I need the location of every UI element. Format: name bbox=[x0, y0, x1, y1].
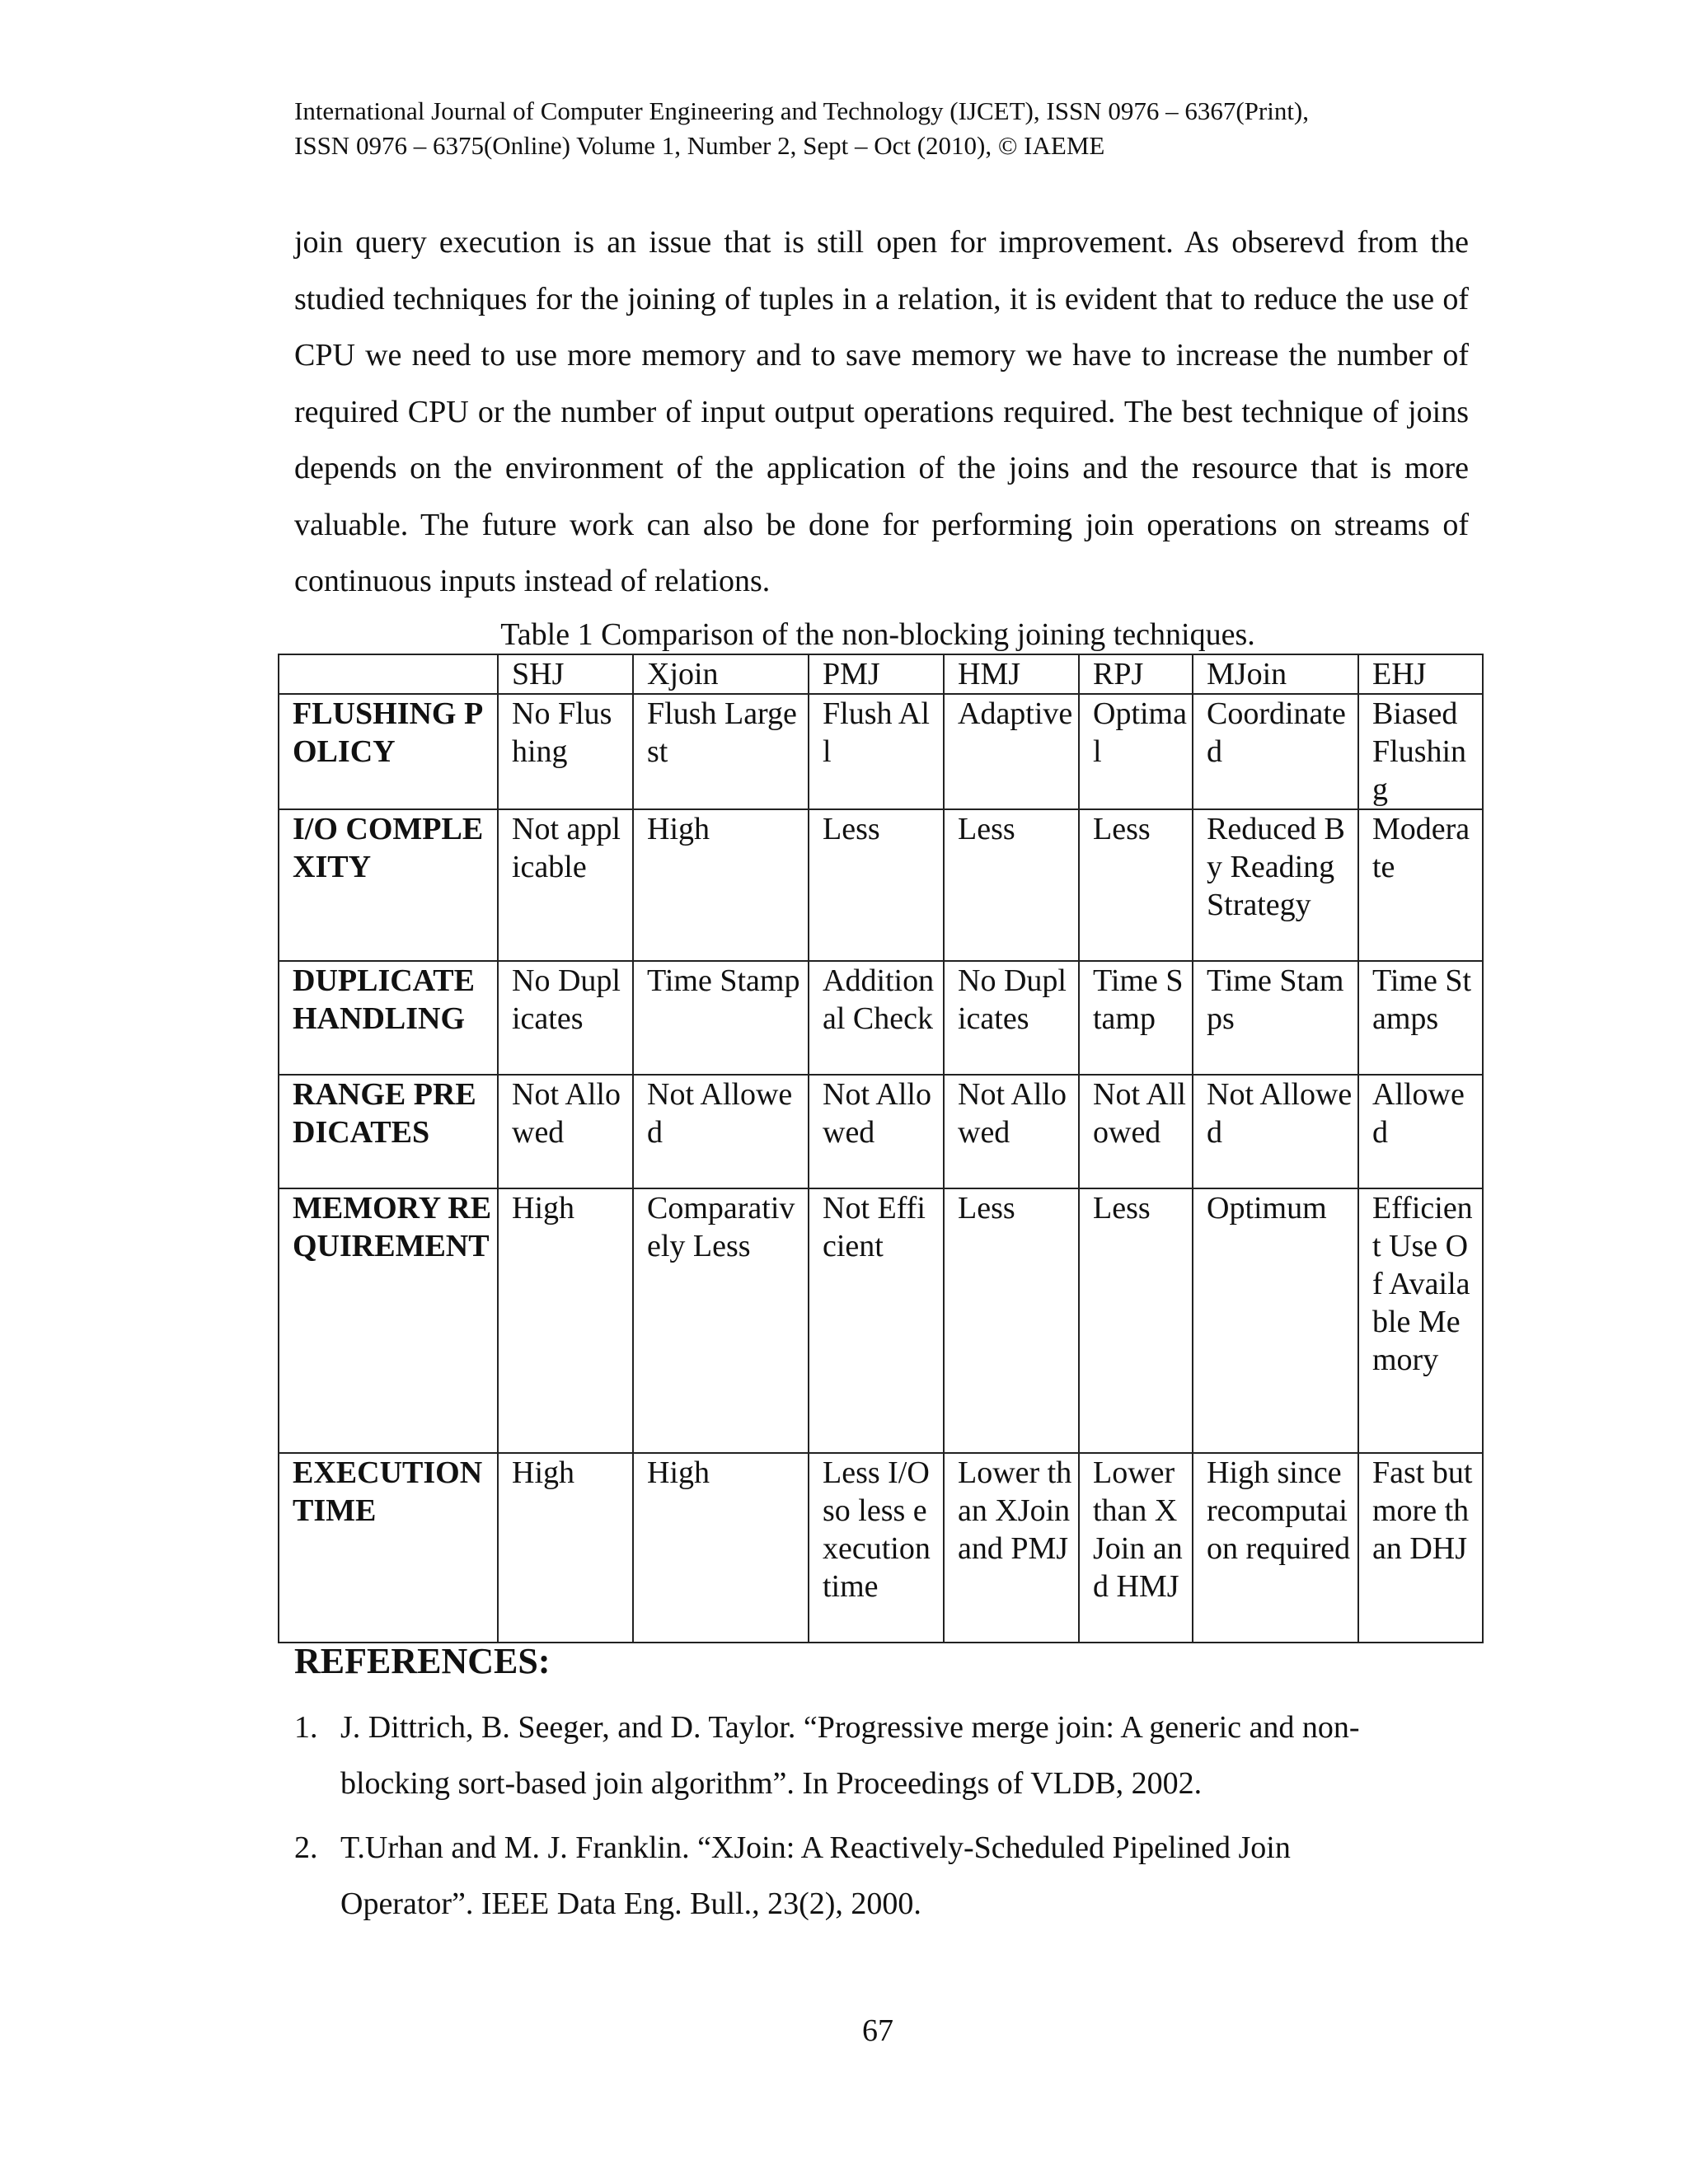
table-cell: Not Allowed bbox=[809, 1075, 944, 1188]
table-cell: No Duplicates bbox=[498, 961, 633, 1075]
table-cell: Efficient Use Of Available Memory bbox=[1358, 1188, 1483, 1453]
table-cell: Adaptive bbox=[944, 694, 1079, 809]
table-row-execution-time bbox=[279, 1453, 1483, 1643]
reference-item bbox=[294, 1820, 1469, 1932]
table-cell: Lower than XJoin and HMJ bbox=[1079, 1453, 1193, 1643]
reference-item bbox=[294, 1699, 1469, 1811]
header-cell-xjoin: Xjoin bbox=[633, 654, 809, 694]
table-cell: Not Allowed bbox=[944, 1075, 1079, 1188]
table-cell: Flush Largest bbox=[633, 694, 809, 809]
reference-text-line-2: Operator”. IEEE Data Eng. Bull., 23(2), 2000. bbox=[340, 1886, 921, 1921]
row-header: MEMORY REQUIREMENT bbox=[279, 1188, 498, 1453]
table-cell: High since recomputaion required bbox=[1193, 1453, 1358, 1643]
table-cell: Less bbox=[944, 1188, 1079, 1453]
header-cell-pmj: PMJ bbox=[809, 654, 944, 694]
table-cell: Fast but more than DHJ bbox=[1358, 1453, 1483, 1643]
table-row-flushing-policy bbox=[279, 694, 1483, 809]
table-cell: Less bbox=[1079, 1188, 1193, 1453]
table-row-duplicate-handling bbox=[279, 961, 1483, 1075]
reference-number: 1. bbox=[294, 1710, 318, 1745]
page-number: 67 bbox=[862, 2013, 893, 2048]
table-cell: Not Allowed bbox=[633, 1075, 809, 1188]
table-cell: High bbox=[633, 1453, 809, 1643]
body-paragraph: join query execution is an issue that is still open for improvement. As obserevd from the studied techniques for the joining of tuples in a relation, it is evident that to reduce the use of CPU we need to use more memory and to save memory we have to increase the number of required CPU or the number of input output operations required. The best technique of joins depends on the environment of the application of the joins and the resource that is more valuable. The future work can also be done for performing join operations on streams of continuous inputs instead of relations. bbox=[294, 225, 1469, 598]
table-cell: No Duplicates bbox=[944, 961, 1079, 1075]
table-cell: Time Stamp bbox=[1079, 961, 1193, 1075]
table-cell: Not Allowed bbox=[1079, 1075, 1193, 1188]
table-cell: Additional Check bbox=[809, 961, 944, 1075]
table-cell: Time Stamps bbox=[1193, 961, 1358, 1075]
table-cell: High bbox=[633, 809, 809, 961]
table-cell: Not applicable bbox=[498, 809, 633, 961]
header-cell-ehj: EHJ bbox=[1358, 654, 1483, 694]
journal-header-line-2: ISSN 0976 – 6375(Online) Volume 1, Number 2, Sept – Oct (2010), © IAEME bbox=[294, 131, 1105, 160]
table-cell: Time Stamp bbox=[633, 961, 809, 1075]
table-cell: No Flushing bbox=[498, 694, 633, 809]
table-cell: Comparatively Less bbox=[633, 1188, 809, 1453]
header-cell-hmj: HMJ bbox=[944, 654, 1079, 694]
table-cell: Not Efficient bbox=[809, 1188, 944, 1453]
row-header: I/O COMPLEXITY bbox=[279, 809, 498, 961]
table-cell: Not Allowed bbox=[498, 1075, 633, 1188]
table-row-range-predicates bbox=[279, 1075, 1483, 1188]
table-cell: Biased Flushing bbox=[1358, 694, 1483, 809]
row-header: DUPLICATE HANDLING bbox=[279, 961, 498, 1075]
table-cell: Less bbox=[1079, 809, 1193, 961]
table-cell: Moderate bbox=[1358, 809, 1483, 961]
table-cell: High bbox=[498, 1453, 633, 1643]
journal-header bbox=[294, 94, 1489, 163]
table-caption: Table 1 Comparison of the non-blocking joining techniques. bbox=[500, 617, 1255, 652]
header-cell-mjoin: MJoin bbox=[1193, 654, 1358, 694]
table-row-memory-requirement bbox=[279, 1188, 1483, 1453]
table-cell: Allowed bbox=[1358, 1075, 1483, 1188]
reference-text-line-1: T.Urhan and M. J. Franklin. “XJoin: A Reactively-Scheduled Pipelined Join bbox=[340, 1830, 1291, 1865]
header-cell-corner bbox=[279, 654, 498, 694]
table-cell: High bbox=[498, 1188, 633, 1453]
journal-header-line-1: International Journal of Computer Engineering and Technology (IJCET), ISSN 0976 – 6367(Print), bbox=[294, 96, 1310, 125]
reference-text-line-2: blocking sort-based join algorithm”. In Proceedings of VLDB, 2002. bbox=[340, 1766, 1203, 1801]
table-cell: Reduced By Reading Strategy bbox=[1193, 809, 1358, 961]
row-header: FLUSHING POLICY bbox=[279, 694, 498, 809]
table-cell: Optimum bbox=[1193, 1188, 1358, 1453]
references-heading: REFERENCES: bbox=[294, 1641, 551, 1681]
table-cell: Lower than XJoin and PMJ bbox=[944, 1453, 1079, 1643]
table-header-row bbox=[279, 654, 1483, 694]
header-cell-shj: SHJ bbox=[498, 654, 633, 694]
comparison-table bbox=[278, 654, 1484, 1643]
table-cell: Less bbox=[809, 809, 944, 961]
table-cell: Optimal bbox=[1079, 694, 1193, 809]
table-cell: Less I/O so less execution time bbox=[809, 1453, 944, 1643]
table-cell: Time Stamps bbox=[1358, 961, 1483, 1075]
table-cell: Less bbox=[944, 809, 1079, 961]
reference-text-line-1: J. Dittrich, B. Seeger, and D. Taylor. “Progressive merge join: A generic and non- bbox=[340, 1710, 1360, 1745]
table-row-io-complexity bbox=[279, 809, 1483, 961]
row-header: EXECUTION TIME bbox=[279, 1453, 498, 1643]
reference-number: 2. bbox=[294, 1830, 318, 1865]
row-header: RANGE PREDICATES bbox=[279, 1075, 498, 1188]
table-cell: Coordinated bbox=[1193, 694, 1358, 809]
table-cell: Flush All bbox=[809, 694, 944, 809]
table-cell: Not Allowed bbox=[1193, 1075, 1358, 1188]
header-cell-rpj: RPJ bbox=[1079, 654, 1193, 694]
